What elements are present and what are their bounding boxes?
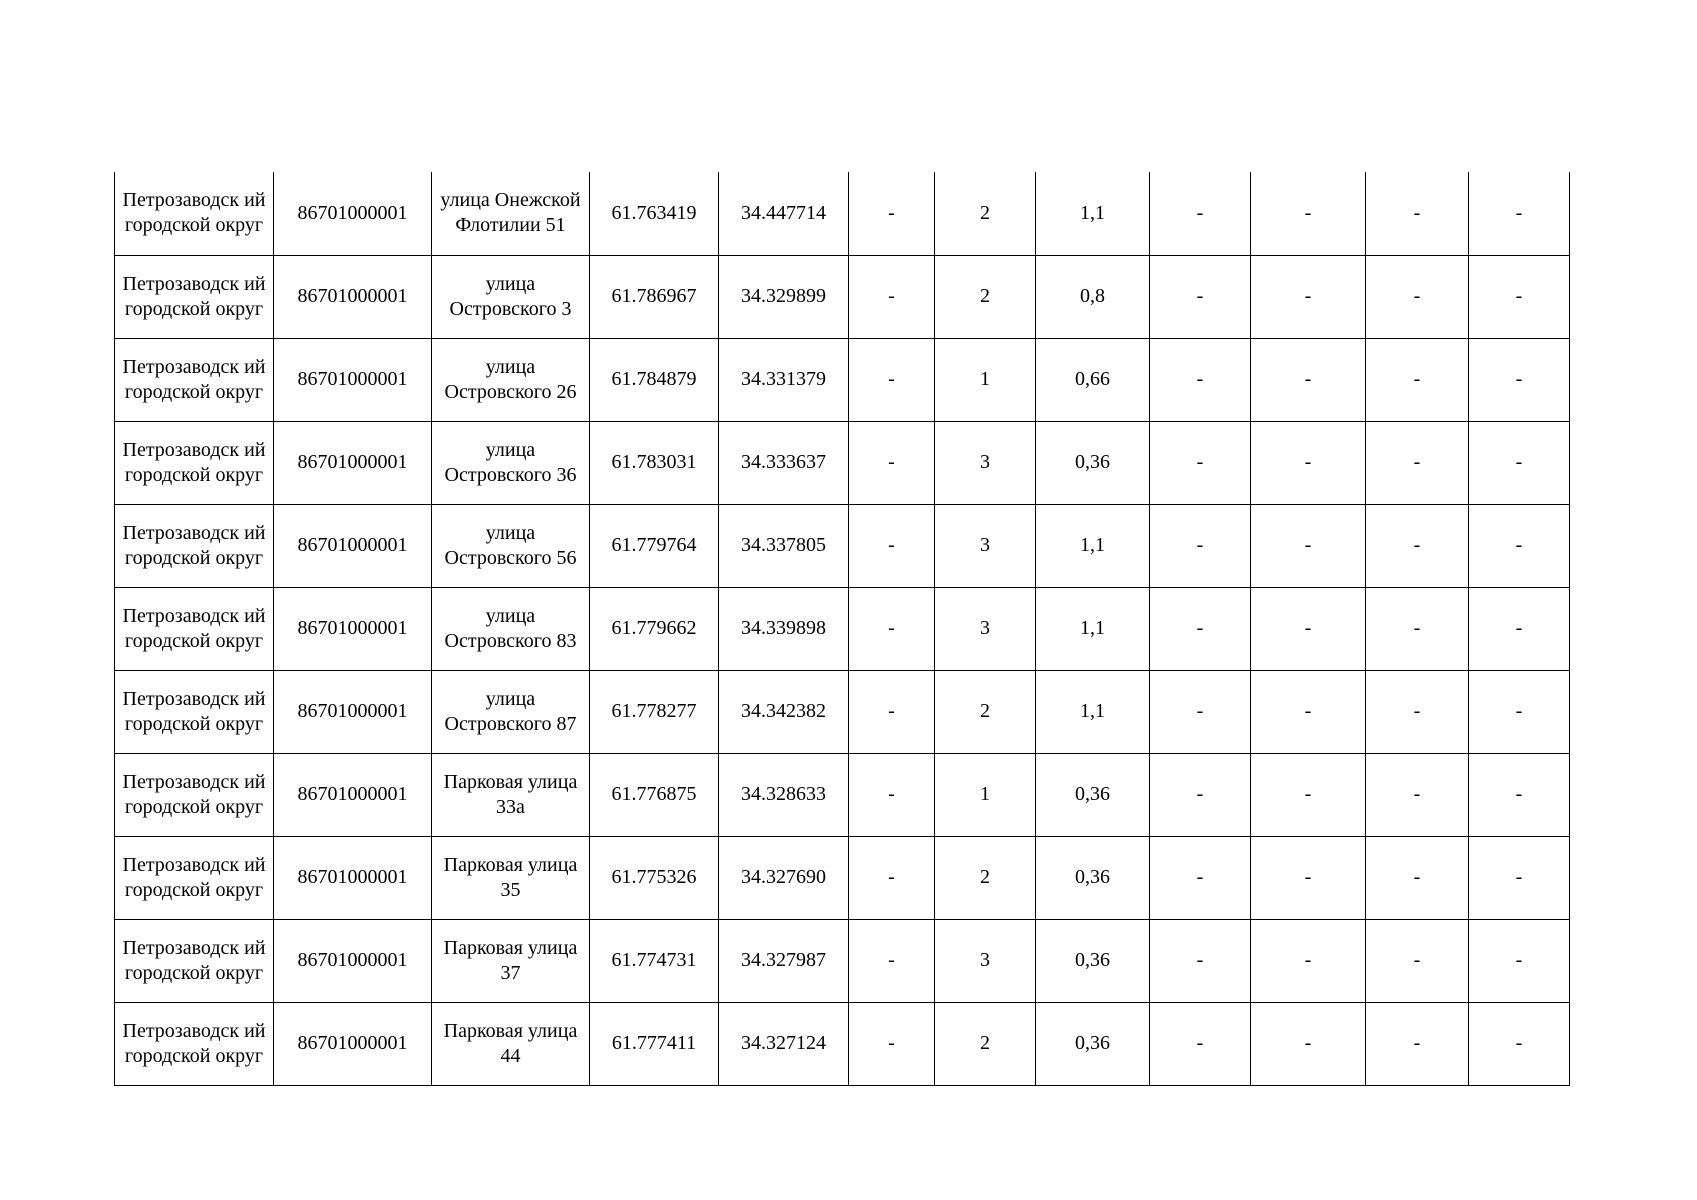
cell-municipality: Петрозаводск ий городской округ (115, 504, 274, 587)
cell-col-9: - (1150, 255, 1251, 338)
cell-container-count: 2 (935, 670, 1036, 753)
cell-latitude: 61.784879 (590, 338, 719, 421)
cell-container-volume: 1,1 (1036, 172, 1150, 255)
table-row (115, 670, 1570, 753)
cell-col-6: - (849, 670, 935, 753)
cell-oktmo: 86701000001 (274, 172, 432, 255)
cell-col-12: - (1469, 587, 1570, 670)
cell-col-10: - (1251, 753, 1366, 836)
cell-address: Парковая улица 44 (432, 1002, 590, 1085)
cell-address: улица Островского 56 (432, 504, 590, 587)
cell-container-count: 2 (935, 172, 1036, 255)
cell-col-9: - (1150, 587, 1251, 670)
container-sites-table (114, 172, 1570, 1086)
cell-address: Парковая улица 37 (432, 919, 590, 1002)
cell-oktmo: 86701000001 (274, 919, 432, 1002)
cell-longitude: 34.342382 (719, 670, 849, 753)
cell-oktmo: 86701000001 (274, 255, 432, 338)
table-row (115, 836, 1570, 919)
cell-col-12: - (1469, 919, 1570, 1002)
cell-latitude: 61.776875 (590, 753, 719, 836)
cell-container-volume: 0,36 (1036, 1002, 1150, 1085)
cell-col-10: - (1251, 587, 1366, 670)
cell-oktmo: 86701000001 (274, 587, 432, 670)
cell-address: Парковая улица 33а (432, 753, 590, 836)
cell-col-9: - (1150, 172, 1251, 255)
cell-container-volume: 0,36 (1036, 919, 1150, 1002)
cell-col-12: - (1469, 504, 1570, 587)
cell-container-volume: 0,66 (1036, 338, 1150, 421)
cell-latitude: 61.786967 (590, 255, 719, 338)
cell-container-count: 3 (935, 421, 1036, 504)
cell-col-6: - (849, 504, 935, 587)
cell-municipality: Петрозаводск ий городской округ (115, 255, 274, 338)
cell-longitude: 34.447714 (719, 172, 849, 255)
cell-col-6: - (849, 1002, 935, 1085)
cell-col-12: - (1469, 255, 1570, 338)
cell-col-9: - (1150, 836, 1251, 919)
cell-container-count: 1 (935, 753, 1036, 836)
cell-col-11: - (1366, 836, 1469, 919)
cell-latitude: 61.779662 (590, 587, 719, 670)
cell-col-10: - (1251, 255, 1366, 338)
table-row (115, 255, 1570, 338)
cell-address: улица Островского 3 (432, 255, 590, 338)
table-row (115, 421, 1570, 504)
cell-container-count: 3 (935, 919, 1036, 1002)
cell-municipality: Петрозаводск ий городской округ (115, 919, 274, 1002)
cell-col-10: - (1251, 836, 1366, 919)
cell-oktmo: 86701000001 (274, 836, 432, 919)
cell-longitude: 34.327124 (719, 1002, 849, 1085)
cell-longitude: 34.331379 (719, 338, 849, 421)
cell-col-9: - (1150, 919, 1251, 1002)
cell-col-10: - (1251, 338, 1366, 421)
cell-oktmo: 86701000001 (274, 1002, 432, 1085)
cell-municipality: Петрозаводск ий городской округ (115, 172, 274, 255)
cell-address: улица Онежской Флотилии 51 (432, 172, 590, 255)
cell-latitude: 61.778277 (590, 670, 719, 753)
cell-col-11: - (1366, 504, 1469, 587)
cell-col-12: - (1469, 421, 1570, 504)
cell-container-count: 2 (935, 836, 1036, 919)
cell-longitude: 34.339898 (719, 587, 849, 670)
cell-address: улица Островского 87 (432, 670, 590, 753)
cell-municipality: Петрозаводск ий городской округ (115, 587, 274, 670)
cell-container-count: 1 (935, 338, 1036, 421)
cell-container-count: 3 (935, 587, 1036, 670)
cell-col-6: - (849, 587, 935, 670)
cell-col-12: - (1469, 1002, 1570, 1085)
cell-longitude: 34.329899 (719, 255, 849, 338)
cell-col-9: - (1150, 1002, 1251, 1085)
cell-oktmo: 86701000001 (274, 338, 432, 421)
cell-municipality: Петрозаводск ий городской округ (115, 421, 274, 504)
cell-col-10: - (1251, 172, 1366, 255)
cell-municipality: Петрозаводск ий городской округ (115, 338, 274, 421)
cell-latitude: 61.763419 (590, 172, 719, 255)
cell-latitude: 61.775326 (590, 836, 719, 919)
cell-municipality: Петрозаводск ий городской округ (115, 836, 274, 919)
cell-col-9: - (1150, 338, 1251, 421)
cell-latitude: 61.779764 (590, 504, 719, 587)
cell-municipality: Петрозаводск ий городской округ (115, 753, 274, 836)
cell-col-6: - (849, 836, 935, 919)
table-row (115, 504, 1570, 587)
cell-col-9: - (1150, 670, 1251, 753)
table-body (115, 172, 1570, 1085)
cell-container-volume: 0,36 (1036, 836, 1150, 919)
cell-col-12: - (1469, 172, 1570, 255)
cell-address: улица Островского 26 (432, 338, 590, 421)
cell-latitude: 61.774731 (590, 919, 719, 1002)
table-row (115, 753, 1570, 836)
cell-col-9: - (1150, 753, 1251, 836)
cell-latitude: 61.783031 (590, 421, 719, 504)
cell-longitude: 34.327690 (719, 836, 849, 919)
document-page (114, 172, 1570, 1086)
cell-container-volume: 1,1 (1036, 504, 1150, 587)
cell-container-count: 2 (935, 1002, 1036, 1085)
cell-col-11: - (1366, 587, 1469, 670)
cell-col-6: - (849, 753, 935, 836)
cell-oktmo: 86701000001 (274, 753, 432, 836)
cell-oktmo: 86701000001 (274, 504, 432, 587)
cell-col-10: - (1251, 421, 1366, 504)
table-row (115, 587, 1570, 670)
cell-col-12: - (1469, 670, 1570, 753)
cell-municipality: Петрозаводск ий городской округ (115, 1002, 274, 1085)
cell-container-count: 3 (935, 504, 1036, 587)
cell-oktmo: 86701000001 (274, 421, 432, 504)
cell-col-9: - (1150, 504, 1251, 587)
cell-container-volume: 0,36 (1036, 421, 1150, 504)
cell-col-12: - (1469, 338, 1570, 421)
cell-address: Парковая улица 35 (432, 836, 590, 919)
cell-col-6: - (849, 172, 935, 255)
cell-col-11: - (1366, 338, 1469, 421)
cell-col-12: - (1469, 836, 1570, 919)
cell-col-6: - (849, 919, 935, 1002)
cell-col-11: - (1366, 753, 1469, 836)
cell-col-10: - (1251, 504, 1366, 587)
table-row (115, 172, 1570, 255)
cell-address: улица Островского 36 (432, 421, 590, 504)
cell-col-11: - (1366, 670, 1469, 753)
table-row (115, 919, 1570, 1002)
cell-longitude: 34.327987 (719, 919, 849, 1002)
cell-municipality: Петрозаводск ий городской округ (115, 670, 274, 753)
cell-oktmo: 86701000001 (274, 670, 432, 753)
table-row (115, 338, 1570, 421)
cell-col-9: - (1150, 421, 1251, 504)
cell-container-volume: 0,8 (1036, 255, 1150, 338)
cell-container-volume: 1,1 (1036, 587, 1150, 670)
cell-container-volume: 0,36 (1036, 753, 1150, 836)
cell-col-6: - (849, 255, 935, 338)
cell-longitude: 34.333637 (719, 421, 849, 504)
cell-longitude: 34.328633 (719, 753, 849, 836)
cell-col-11: - (1366, 421, 1469, 504)
table-row (115, 1002, 1570, 1085)
cell-col-10: - (1251, 919, 1366, 1002)
cell-col-11: - (1366, 172, 1469, 255)
cell-col-10: - (1251, 1002, 1366, 1085)
cell-container-count: 2 (935, 255, 1036, 338)
cell-latitude: 61.777411 (590, 1002, 719, 1085)
cell-col-6: - (849, 338, 935, 421)
cell-longitude: 34.337805 (719, 504, 849, 587)
cell-container-volume: 1,1 (1036, 670, 1150, 753)
cell-col-11: - (1366, 919, 1469, 1002)
cell-col-10: - (1251, 670, 1366, 753)
cell-col-6: - (849, 421, 935, 504)
cell-col-11: - (1366, 1002, 1469, 1085)
cell-col-12: - (1469, 753, 1570, 836)
cell-address: улица Островского 83 (432, 587, 590, 670)
cell-col-11: - (1366, 255, 1469, 338)
